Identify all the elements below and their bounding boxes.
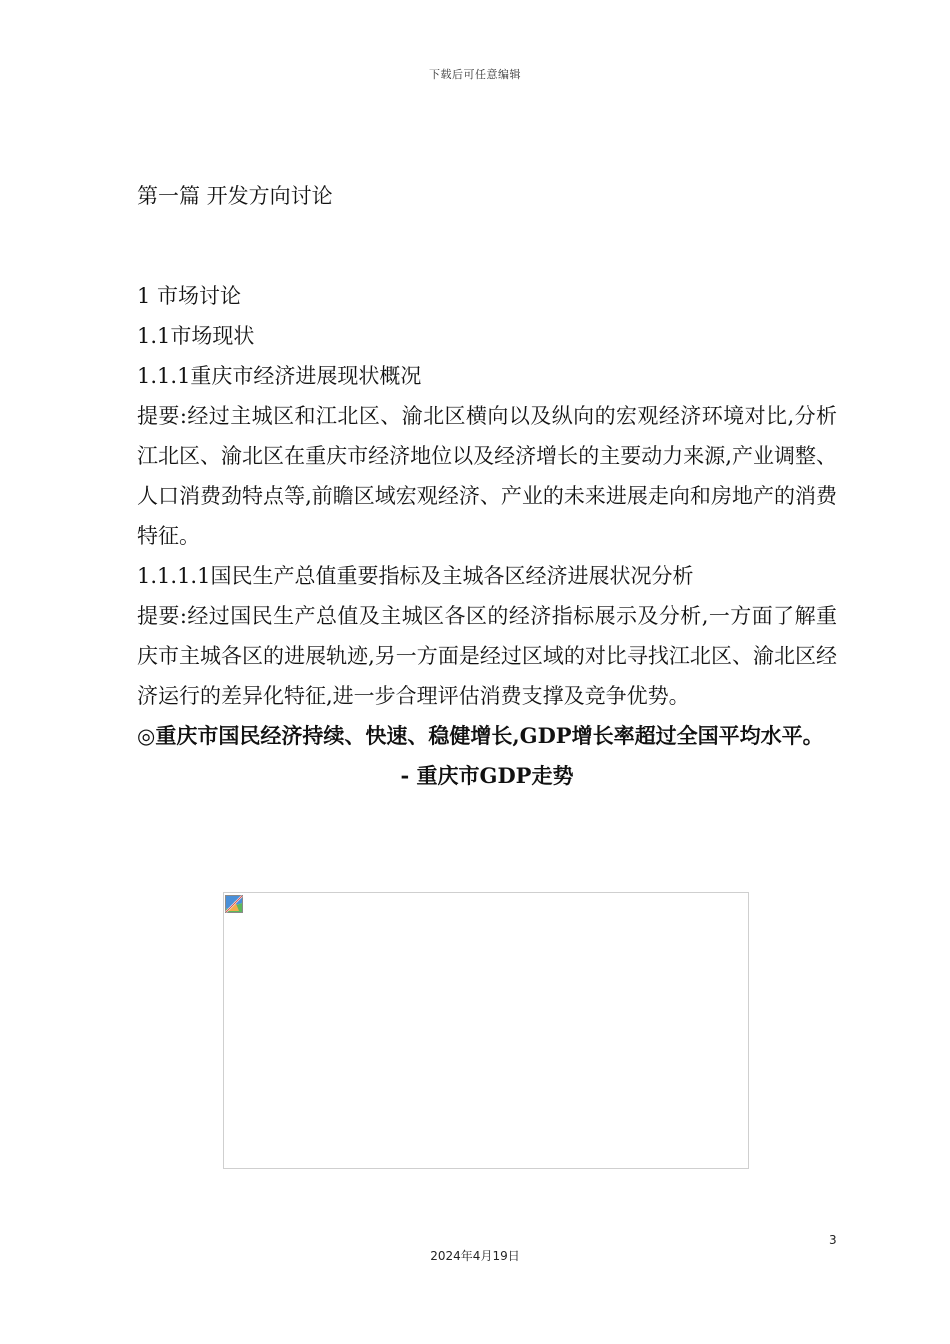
section-heading-1-1-1-1: 1.1.1.1国民生产总值重要指标及主城各区经济进展状况分析 [137,564,694,588]
page-number: 3 [829,1233,837,1247]
figure-caption: - 重庆市GDP走势 [400,763,574,788]
footer-date: 2024年4月19日 [430,1249,520,1263]
summary-paragraph-2: 提要:经过国民生产总值及主城区各区的经济指标展示及分析,一方面了解重庆市主城各区的进展轨迹,另一方面是经过区域的对比寻找江北区、渝北区经济运行的差异化特征,进一步合理评估消费支撑及竞争优势。 [137,604,837,708]
highlight-statement: ◎重庆市国民经济持续、快速、稳健增长,GDP增长率超过全国平均水平。 [137,723,824,748]
gdp-chart-image-placeholder [223,892,749,1169]
section-heading-1-1: 1.1市场现状 [137,324,255,348]
chapter-title: 第一篇 开发方向讨论 [137,184,333,208]
section-heading-1: 1 市场讨论 [137,284,242,308]
section-heading-1-1-1: 1.1.1重庆市经济进展现状概况 [137,364,422,388]
header-note: 下载后可任意编辑 [429,68,521,81]
summary-paragraph-1: 提要:经过主城区和江北区、渝北区横向以及纵向的宏观经济环境对比,分析江北区、渝北区在重庆市经济地位以及经济增长的主要动力来源,产业调整、人口消费劲特点等,前瞻区域宏观经济、产业的未来进展走向和房地产的消费特征。 [137,404,837,548]
document-body [137,176,837,796]
broken-image-icon [225,895,243,913]
